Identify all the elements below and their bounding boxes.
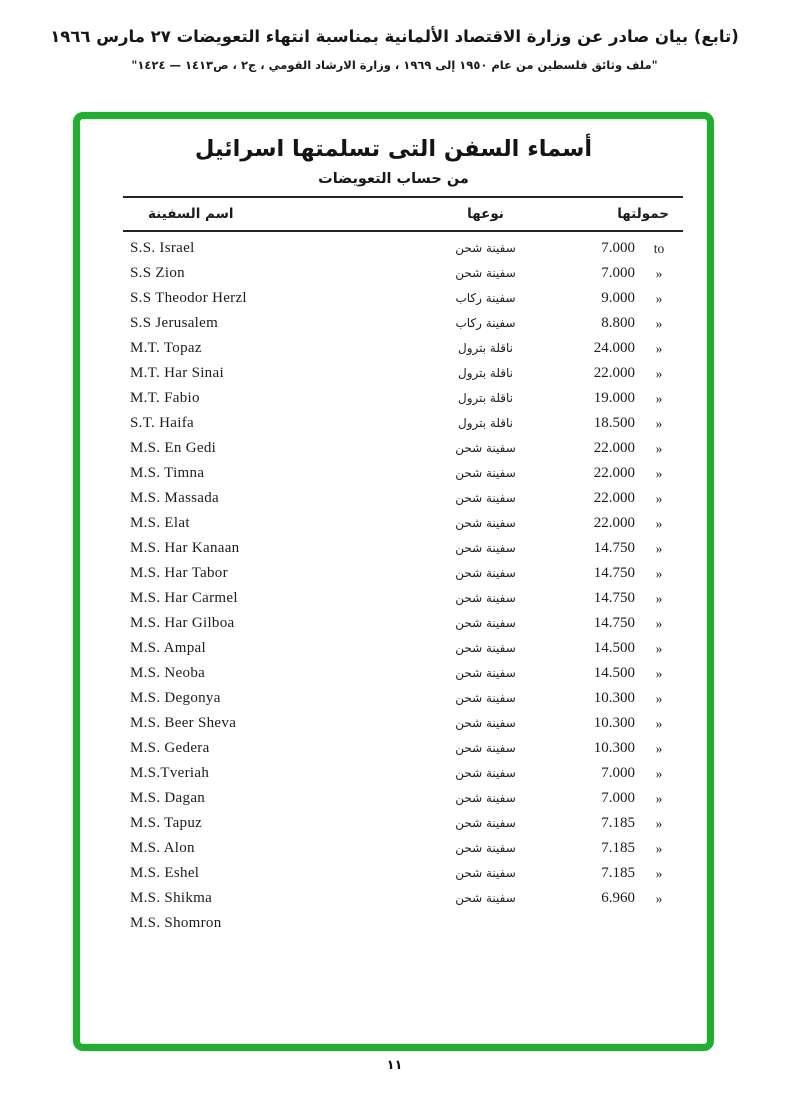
ship-name-cell: M.S. Dagan <box>130 790 206 806</box>
ship-type-cell: سفينة شحن <box>455 641 516 655</box>
table-row <box>123 636 683 661</box>
ship-type-cell: سفينة شحن <box>455 241 516 255</box>
table-row <box>123 286 683 311</box>
tonnage-value-cell: 14.750 <box>593 565 635 581</box>
table-row <box>123 536 683 561</box>
document-source-citation: "ملف وثائق فلسطين من عام ١٩٥٠ إلى ١٩٦٩ ، وزارة الارشاد القومي ، ج٢ ، ص١٤١٣ — ١٤٢٤" <box>131 58 658 72</box>
ship-type-cell: سفينة شحن <box>455 691 516 705</box>
ship-type-cell: سفينة ركاب <box>455 291 516 305</box>
tonnage-unit-cell: to <box>653 241 665 256</box>
table-row <box>123 361 683 386</box>
table-row <box>123 261 683 286</box>
ship-name-cell: M.T. Topaz <box>130 340 202 356</box>
column-header-ship-name: اسم السفينة <box>148 206 234 222</box>
ship-name-cell: M.S. Massada <box>130 490 220 506</box>
ship-name-cell: M.S. Shikma <box>130 890 213 906</box>
ship-name-cell: M.S. Ampal <box>130 640 206 656</box>
ship-type-cell: سفينة شحن <box>455 891 516 905</box>
ship-type-cell: سفينة شحن <box>455 591 516 605</box>
tonnage-value-cell: 14.500 <box>593 640 635 656</box>
table-title: أسماء السفن التى تسلمتها اسرائيل <box>194 136 593 162</box>
tonnage-unit-cell: » <box>655 566 663 581</box>
table-row <box>123 661 683 686</box>
ship-name-cell: S.S Jerusalem <box>130 315 219 331</box>
ship-name-cell: M.S. Timna <box>130 465 205 481</box>
tonnage-value-cell: 7.000 <box>601 240 635 256</box>
table-subtitle: من حساب التعويضات <box>318 171 469 187</box>
ship-name-cell: M.S. Eshel <box>130 865 200 881</box>
ship-type-cell: سفينة شحن <box>455 466 516 480</box>
ship-name-cell: M.S. Har Carmel <box>130 590 238 606</box>
ship-name-cell: M.S.Tveriah <box>130 765 210 781</box>
tonnage-unit-cell: » <box>655 591 663 606</box>
ship-name-cell: S.T. Haifa <box>130 415 194 431</box>
green-annotation-border <box>73 112 714 1051</box>
ship-type-cell: ناقلة بترول <box>457 391 514 405</box>
tonnage-value-cell: 14.750 <box>593 540 635 556</box>
ship-name-cell: M.S. Har Kanaan <box>130 540 240 556</box>
tonnage-unit-cell: » <box>655 316 663 331</box>
table-header-row <box>123 196 683 232</box>
ship-name-cell: S.S Theodor Herzl <box>130 290 247 306</box>
tonnage-unit-cell: » <box>655 641 663 656</box>
tonnage-value-cell: 22.000 <box>593 465 635 481</box>
ship-type-cell: سفينة شحن <box>455 566 516 580</box>
document-header-line1: (تابع) بيان صادر عن وزارة الاقتصاد الألمانية بمناسبة انتهاء التعويضات ٢٧ مارس ١٩٦٦ <box>50 27 739 46</box>
ship-name-cell: M.S. En Gedi <box>130 440 217 456</box>
table-body <box>123 232 683 936</box>
ship-name-cell: M.S. Elat <box>130 515 190 531</box>
table-row <box>123 411 683 436</box>
ship-name-cell: S.S. Israel <box>130 240 195 256</box>
tonnage-unit-cell: » <box>655 466 663 481</box>
ship-type-cell: سفينة شحن <box>455 516 516 530</box>
tonnage-value-cell: 22.000 <box>593 490 635 506</box>
tonnage-value-cell: 7.000 <box>601 790 635 806</box>
table-row <box>123 736 683 761</box>
ship-type-cell: ناقلة بترول <box>457 341 514 355</box>
tonnage-value-cell: 7.000 <box>601 765 635 781</box>
table-row <box>123 436 683 461</box>
tonnage-unit-cell: » <box>655 491 663 506</box>
tonnage-value-cell: 7.185 <box>601 840 635 856</box>
table-row <box>123 311 683 336</box>
tonnage-unit-cell: » <box>655 691 663 706</box>
ship-type-cell: سفينة شحن <box>455 266 516 280</box>
ship-name-cell: M.S. Alon <box>130 840 195 856</box>
tonnage-unit-cell: » <box>655 441 663 456</box>
ship-type-cell: سفينة شحن <box>455 666 516 680</box>
tonnage-unit-cell: » <box>655 291 663 306</box>
table-row <box>123 711 683 736</box>
tonnage-value-cell: 14.750 <box>593 590 635 606</box>
ship-type-cell: سفينة شحن <box>455 841 516 855</box>
tonnage-unit-cell: » <box>655 516 663 531</box>
tonnage-unit-cell: » <box>655 541 663 556</box>
ship-type-cell: سفينة شحن <box>455 766 516 780</box>
table-row <box>123 886 683 911</box>
tonnage-value-cell: 10.300 <box>593 690 635 706</box>
table-row <box>123 611 683 636</box>
ship-name-cell: M.S. Beer Sheva <box>130 715 237 731</box>
ship-type-cell: سفينة ركاب <box>455 316 516 330</box>
table-row <box>123 761 683 786</box>
tonnage-unit-cell: » <box>655 716 663 731</box>
tonnage-value-cell: 22.000 <box>593 440 635 456</box>
table-row <box>123 786 683 811</box>
ships-table <box>123 196 683 936</box>
table-row <box>123 511 683 536</box>
ship-type-cell: سفينة شحن <box>455 741 516 755</box>
ship-name-cell: M.S. Gedera <box>130 740 210 756</box>
tonnage-value-cell: 7.185 <box>601 865 635 881</box>
tonnage-unit-cell: » <box>655 341 663 356</box>
tonnage-unit-cell: » <box>655 841 663 856</box>
ship-name-cell: M.S. Har Gilboa <box>130 615 235 631</box>
table-row <box>123 861 683 886</box>
tonnage-unit-cell: » <box>655 666 663 681</box>
tonnage-unit-cell: » <box>655 791 663 806</box>
tonnage-unit-cell: » <box>655 366 663 381</box>
ship-type-cell: ناقلة بترول <box>457 366 514 380</box>
tonnage-value-cell: 22.000 <box>593 365 635 381</box>
ship-name-cell: S.S Zion <box>130 265 185 281</box>
table-row <box>123 336 683 361</box>
tonnage-value-cell: 14.750 <box>593 615 635 631</box>
ship-type-cell: سفينة شحن <box>455 716 516 730</box>
ship-type-cell: سفينة شحن <box>455 491 516 505</box>
scan-header <box>0 26 789 73</box>
tonnage-unit-cell: » <box>655 416 663 431</box>
ship-name-cell: M.S. Har Tabor <box>130 565 228 581</box>
tonnage-unit-cell: » <box>655 766 663 781</box>
table-row <box>123 486 683 511</box>
table-row <box>123 561 683 586</box>
tonnage-unit-cell: » <box>655 891 663 906</box>
ship-name-cell: M.T. Fabio <box>130 390 200 406</box>
tonnage-value-cell: 7.185 <box>601 815 635 831</box>
tonnage-value-cell: 9.000 <box>601 290 635 306</box>
ship-type-cell: سفينة شحن <box>455 441 516 455</box>
ship-name-cell: M.T. Har Sinai <box>130 365 224 381</box>
tonnage-unit-cell: » <box>655 816 663 831</box>
tonnage-value-cell: 22.000 <box>593 515 635 531</box>
table-row <box>123 911 683 936</box>
column-header-type: نوعها <box>467 206 504 222</box>
tonnage-value-cell: 19.000 <box>593 390 635 406</box>
tonnage-value-cell: 10.300 <box>593 740 635 756</box>
table-row <box>123 386 683 411</box>
ship-name-cell: M.S. Neoba <box>130 665 206 681</box>
tonnage-value-cell: 7.000 <box>601 265 635 281</box>
table-row <box>123 811 683 836</box>
column-header-tonnage: حمولتها <box>617 206 669 222</box>
ship-type-cell: سفينة شحن <box>455 866 516 880</box>
ship-type-cell: سفينة شحن <box>455 616 516 630</box>
tonnage-value-cell: 6.960 <box>601 890 635 906</box>
tonnage-unit-cell: » <box>655 866 663 881</box>
tonnage-unit-cell: » <box>655 266 663 281</box>
page-number: ١١ <box>386 1058 403 1073</box>
ship-type-cell: سفينة شحن <box>455 541 516 555</box>
table-row <box>123 686 683 711</box>
tonnage-unit-cell: » <box>655 741 663 756</box>
tonnage-value-cell: 18.500 <box>593 415 635 431</box>
ship-type-cell: سفينة شحن <box>455 791 516 805</box>
ship-type-cell: سفينة شحن <box>455 816 516 830</box>
table-row <box>123 836 683 861</box>
ship-type-cell: ناقلة بترول <box>457 416 514 430</box>
ship-name-cell: M.S. Shomron <box>130 915 222 931</box>
tonnage-value-cell: 10.300 <box>593 715 635 731</box>
tonnage-value-cell: 14.500 <box>593 665 635 681</box>
ship-name-cell: M.S. Degonya <box>130 690 221 706</box>
table-row <box>123 236 683 261</box>
tonnage-unit-cell: » <box>655 391 663 406</box>
tonnage-value-cell: 24.000 <box>593 340 635 356</box>
table-row <box>123 586 683 611</box>
tonnage-value-cell: 8.800 <box>601 315 635 331</box>
table-row <box>123 461 683 486</box>
ship-name-cell: M.S. Tapuz <box>130 815 203 831</box>
tonnage-unit-cell: » <box>655 616 663 631</box>
